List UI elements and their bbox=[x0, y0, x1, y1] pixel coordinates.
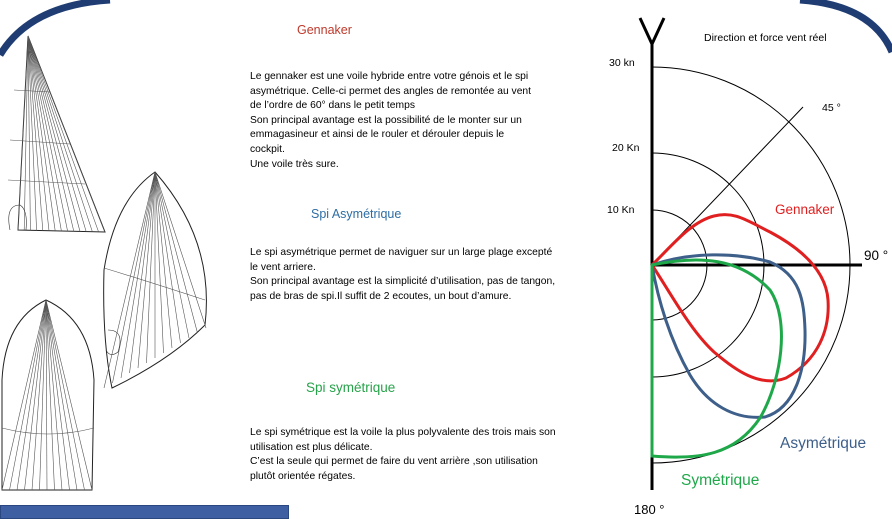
polar-title: Direction et force vent réel bbox=[704, 32, 827, 44]
ring-label-20: 20 Kn bbox=[612, 142, 640, 154]
gennaker-line: asymétrique. Celle-ci permet des angles de remontée au vent bbox=[250, 85, 532, 97]
asymetrique-line: pas de bras de spi.Il suffit de 2 ecoutes, un bout d’amure. bbox=[250, 290, 512, 302]
symetrique-line: utilisation est plus délicate. bbox=[250, 441, 373, 453]
wind-arrow-icon bbox=[640, 18, 664, 44]
symetrique-curve bbox=[652, 260, 781, 457]
symetrique-line: C’est la seule qui permet de faire du vent arrière ,son utilisation bbox=[250, 456, 538, 468]
gennaker-line: Le gennaker est une voile hybride entre votre génois et le spi bbox=[250, 71, 529, 82]
gennaker-line: Son principal avantage est la possibilité de le monter sur un bbox=[250, 114, 522, 126]
ring-label-10: 10 Kn bbox=[607, 204, 635, 216]
asymetrique-line: Le spi asymétrique permet de naviguer sur un large plage excepté bbox=[250, 247, 553, 258]
asymetrique-heading: Spi Asymétrique bbox=[311, 207, 402, 221]
angle-label-180: 180 ° bbox=[634, 502, 665, 515]
gennaker-curve-label: Gennaker bbox=[775, 202, 835, 217]
symetrique-line: plutôt orientée régates. bbox=[250, 470, 356, 482]
footer-bar bbox=[0, 505, 289, 519]
angle-label-90: 90 ° bbox=[864, 248, 889, 263]
angle-label-45: 45 ° bbox=[822, 102, 841, 114]
asymetrique-line: le vent arriere. bbox=[250, 261, 316, 273]
asymetrique-line: Son principal avantage est la simplicité d’utilisation, pas de tangon, bbox=[250, 276, 556, 288]
symetrique-heading: Spi symétrique bbox=[306, 380, 396, 395]
gennaker-line: cockpit. bbox=[250, 143, 285, 155]
gennaker-line: Une voile très sure. bbox=[250, 158, 339, 170]
gennaker-line: de l’ordre de 60° dans le petit temps bbox=[250, 100, 415, 112]
symetrique-curve-label: Symétrique bbox=[681, 472, 760, 489]
symetrique-line: Le spi symétrique est la voile la plus polyvalente des trois mais son bbox=[250, 427, 556, 438]
gennaker-heading: Gennaker bbox=[297, 23, 352, 37]
ring-label-30: 30 kn bbox=[609, 57, 635, 69]
asymetrique-curve-label: Asymétrique bbox=[780, 435, 867, 452]
gennaker-line: emmagasineur et ainsi de le rouler et dérouler depuis le bbox=[250, 129, 505, 141]
